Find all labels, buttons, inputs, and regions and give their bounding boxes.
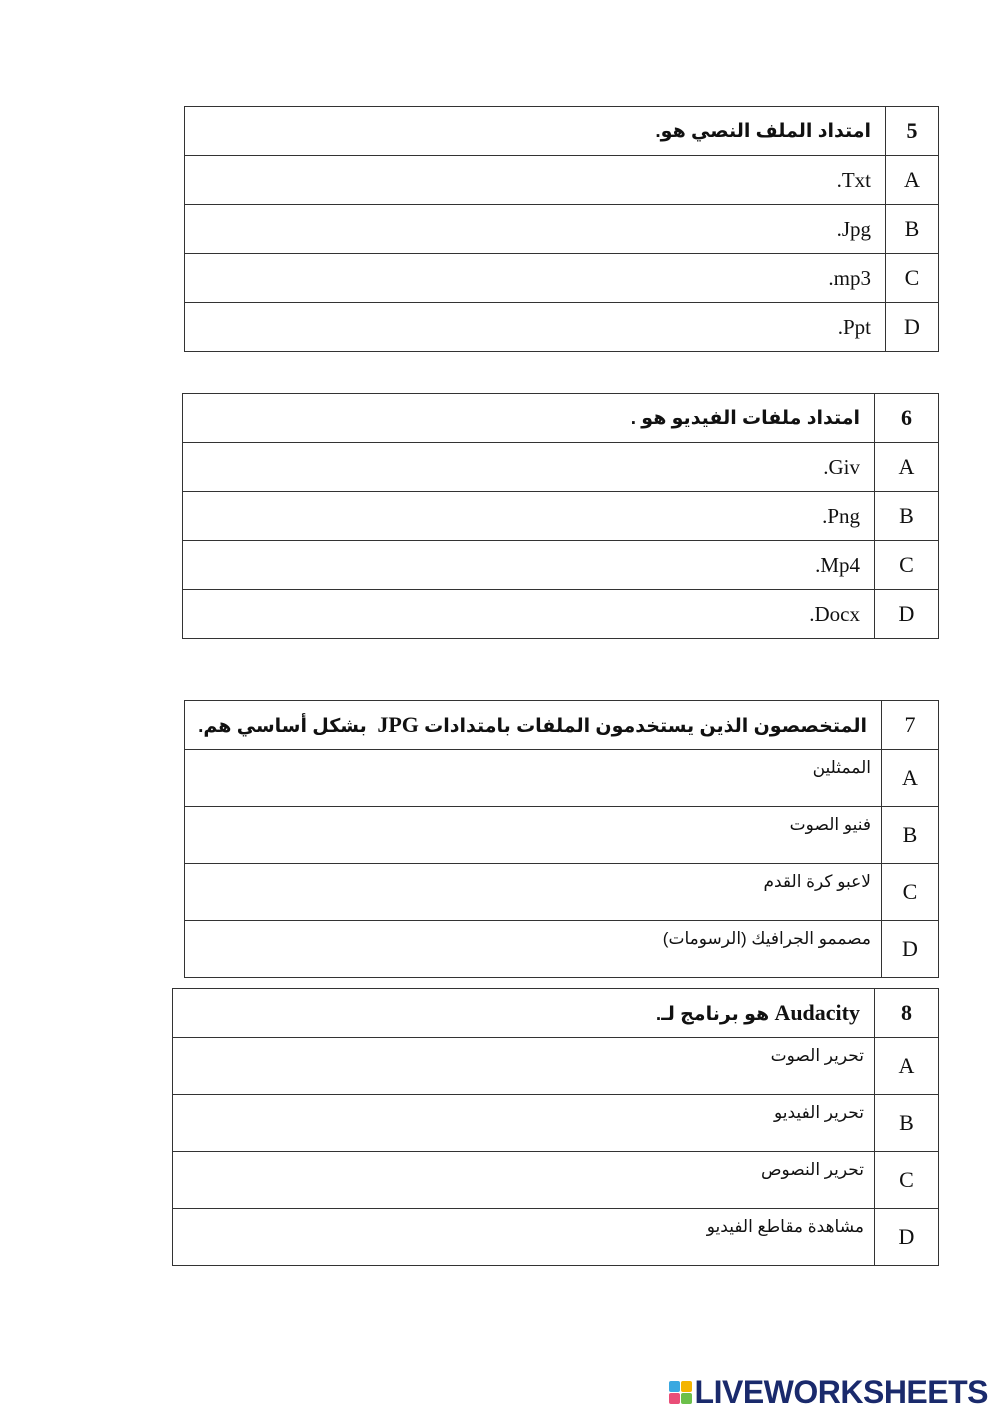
question-text-part: هو برنامج لـ. [655,1004,770,1025]
option-row[interactable] [173,1152,939,1209]
question-row [183,394,939,443]
option-text[interactable]: Jpg. [185,205,886,254]
option-letter: A [886,156,939,205]
option-row[interactable] [183,541,939,590]
option-text[interactable]: Docx. [183,590,875,639]
option-text[interactable]: Mp4. [183,541,875,590]
option-text[interactable]: الممثلين [185,750,882,807]
liveworksheets-logo [669,1374,988,1411]
question-6-table [182,393,939,639]
option-letter: A [875,1038,939,1095]
option-text[interactable]: Txt. [185,156,886,205]
option-text[interactable]: تحرير الفيديو [173,1095,875,1152]
option-text[interactable]: مصممو الجرافيك (الرسومات) [185,921,882,978]
question-text [185,701,882,750]
question-number: 6 [875,394,939,443]
option-row[interactable] [185,303,939,352]
option-row[interactable] [173,1209,939,1266]
option-letter: B [875,492,939,541]
question-number: 7 [882,701,939,750]
question-text-part: بشكل أساسي هم. [198,716,367,737]
option-row[interactable] [183,443,939,492]
option-letter: D [875,1209,939,1266]
option-letter: B [882,807,939,864]
option-letter: B [886,205,939,254]
option-letter: B [875,1095,939,1152]
option-text[interactable]: تحرير الصوت [173,1038,875,1095]
question-text-part: Audacity [774,1000,860,1025]
option-letter: A [875,443,939,492]
logo-blocks-icon [669,1381,692,1404]
option-row[interactable] [183,590,939,639]
question-text-part: JPG [377,712,419,737]
question-text: امتداد ملفات الفيديو هو . [183,394,875,443]
logo-text: LIVEWORKSHEETS [694,1374,988,1410]
question-text: امتداد الملف النصي هو. [185,107,886,156]
logo-block [669,1381,680,1392]
option-text[interactable]: تحرير النصوص [173,1152,875,1209]
question-5-table [184,106,939,352]
question-8-table [172,988,939,1266]
option-letter: C [882,864,939,921]
option-row[interactable] [185,921,939,978]
option-text[interactable]: mp3. [185,254,886,303]
option-letter: C [875,1152,939,1209]
option-text[interactable]: مشاهدة مقاطع الفيديو [173,1209,875,1266]
option-letter: D [886,303,939,352]
question-text-part: المتخصصون الذين يستخدمون الملفات بامتدادات [424,716,867,737]
option-letter: A [882,750,939,807]
option-text[interactable]: فنيو الصوت [185,807,882,864]
question-number: 8 [875,989,939,1038]
option-row[interactable] [185,807,939,864]
option-text[interactable]: Ppt. [185,303,886,352]
option-row[interactable] [185,750,939,807]
option-letter: D [882,921,939,978]
option-letter: D [875,590,939,639]
logo-block [669,1393,680,1404]
option-row[interactable] [185,254,939,303]
logo-block [681,1393,692,1404]
option-letter: C [886,254,939,303]
question-row [173,989,939,1038]
question-row [185,701,939,750]
option-text[interactable]: لاعبو كرة القدم [185,864,882,921]
option-text[interactable]: Giv. [183,443,875,492]
option-row[interactable] [173,1095,939,1152]
question-row [185,107,939,156]
question-number: 5 [886,107,939,156]
option-letter: C [875,541,939,590]
option-row[interactable] [185,864,939,921]
question-text [173,989,875,1038]
option-row[interactable] [173,1038,939,1095]
option-row[interactable] [183,492,939,541]
question-7-table [184,700,939,978]
option-row[interactable] [185,205,939,254]
logo-block [681,1381,692,1392]
option-row[interactable] [185,156,939,205]
option-text[interactable]: Png. [183,492,875,541]
